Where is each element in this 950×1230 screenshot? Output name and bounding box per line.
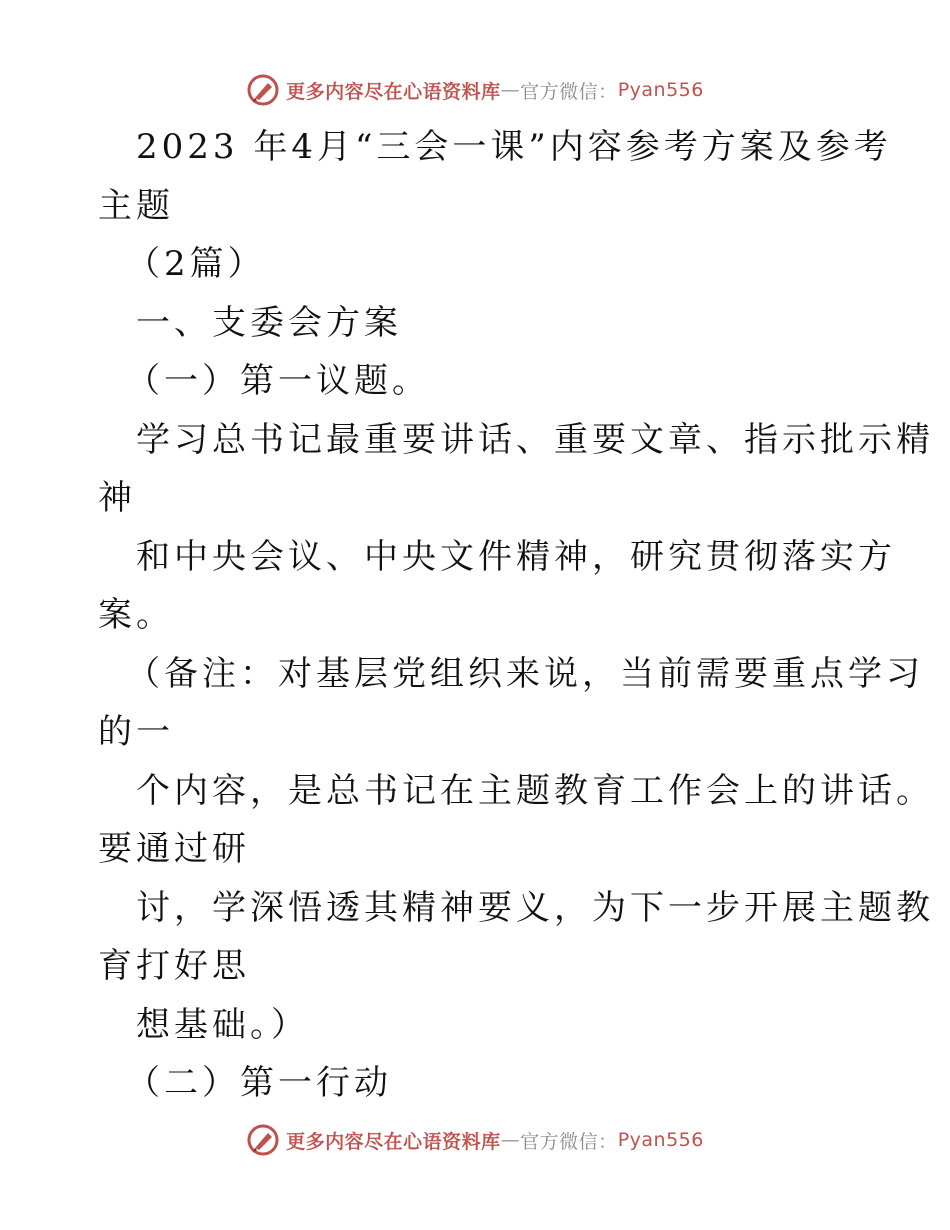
watermark-main-text: 更多内容尽在心语资料库 [286,1130,501,1153]
paragraph-line: 案。 [98,595,174,635]
pen-nib-logo-icon [246,73,280,107]
paragraph-line: 神 [98,478,136,518]
subsection-heading-1: （一）第一议题。 [126,361,430,401]
doc-title-line-2: 主题 [98,185,174,226]
subsection-heading-2: （二）第一行动 [126,1063,392,1103]
note-line: 想基础。） [136,1004,309,1045]
watermark-wx-label: 官方微信 [520,80,599,103]
watermark-dash: — [500,79,521,101]
note-line: 育打好思 [98,946,250,986]
doc-subtitle: （2篇） [126,244,266,284]
watermark-colon: ： [598,1130,618,1153]
watermark-dash: — [500,1129,521,1151]
watermark-wx-id: Pyan556 [617,1129,704,1151]
paragraph-line: 学习总书记最重要讲话、重要文章、指示批示精 [136,419,934,460]
watermark-wx-label: 官方微信 [520,1130,599,1153]
footer-watermark [0,1120,950,1160]
section-heading-1: 一、支委会方案 [136,302,402,343]
note-line: （备注：对基层党组织来说，当前需要重点学习 [126,653,924,694]
document-body [98,118,934,1113]
watermark-main-text: 更多内容尽在心语资料库 [286,80,501,103]
pen-nib-logo-icon [246,1123,280,1157]
watermark-wx-id: Pyan556 [617,79,704,101]
note-line: 个内容，是总书记在主题教育工作会上的讲话。 [136,770,934,811]
header-watermark [0,70,950,110]
doc-title-line-1: 2023 年4月“三会一课”内容参考方案及参考 [136,127,892,167]
note-line: 要通过研 [98,829,250,869]
paragraph-line: 和中央会议、中央文件精神，研究贯彻落实方 [136,536,896,577]
note-line: 的一 [98,712,174,752]
note-line: 讨，学深悟透其精神要义，为下一步开展主题教 [136,887,934,928]
watermark-colon: ： [598,80,618,103]
